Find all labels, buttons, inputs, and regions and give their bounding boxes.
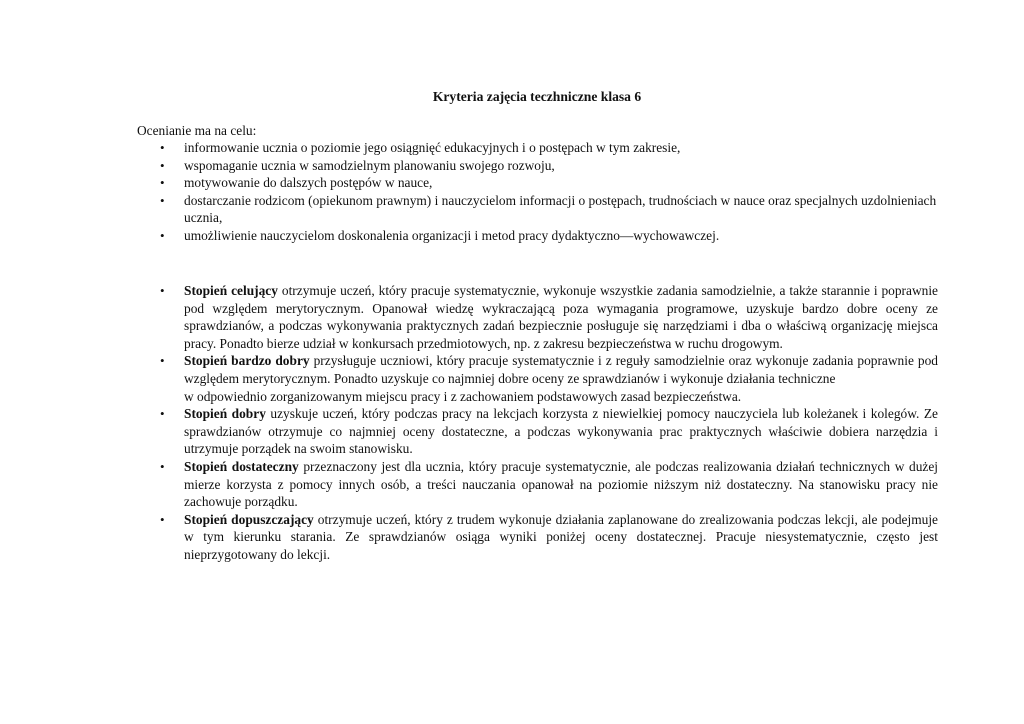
- bullet-icon: •: [160, 192, 165, 208]
- goal-item: [160, 227, 938, 245]
- grade-name: Stopień dobry: [184, 406, 266, 422]
- goal-item: [160, 139, 938, 157]
- grade-item-bardzo-dobry: [160, 352, 938, 405]
- intro-text: Ocenianie ma na celu:: [137, 123, 257, 138]
- goal-text: informowanie ucznia o poziomie jego osiągnięć edukacyjnych i o postępach w tym zakresie,: [184, 140, 681, 155]
- goals-list: [160, 139, 938, 245]
- document-title: Kryteria zajęcia teczhniczne klasa 6: [432, 89, 642, 104]
- grade-name: Stopień celujący: [184, 283, 278, 298]
- goal-item: [160, 174, 938, 192]
- grade-name: Stopień bardzo dobry: [184, 353, 310, 369]
- bullet-icon: •: [160, 175, 165, 191]
- grade-description: otrzymuje uczeń, który z trudem wykonuje działania zaplanowane do zrealizowania podczas lekcji, ale podejmuje w tym kierunku starania. Ze sprawdzianów osiąga wyniki poniżej oceny dostatecznej. Pracuje niesystematycznie, często jest nieprzygotowany do lekcji.: [184, 511, 938, 562]
- grade-description: otrzymuje uczeń, który pracuje systematycznie, wykonuje wszystkie zadania samodzielnie, a także starannie i poprawnie pod względem merytorycznym. Opanował wiedzę wykraczającą poza wymagania programowe, uzyskuje bardzo dobre oceny ze sprawdzianów, a podczas wykonywania praktycznych zadań bezpiecznie posługuje się narzędziami i dba o właściwą organizację miejsca pracy. Ponadto bierze udział w konkursach przedmiotowych, np. z zakresu bezpieczeństwa w ruchu drogowym.: [184, 283, 938, 351]
- grade-item-dobry: [160, 405, 938, 458]
- goal-item: [160, 157, 938, 175]
- grade-item-celujacy: [160, 282, 938, 352]
- bullet-icon: •: [160, 140, 165, 155]
- bullet-icon: •: [160, 157, 165, 173]
- grade-name: Stopień dostateczny: [184, 458, 299, 474]
- goal-text: umożliwienie nauczycielom doskonalenia organizacji i metod pracy dydaktyczno—wychowawczej.: [184, 227, 720, 243]
- grades-list: [160, 282, 938, 564]
- grade-item-dostateczny: [160, 458, 938, 511]
- bullet-icon: •: [160, 511, 165, 527]
- goal-text: wspomaganie ucznia w samodzielnym planowaniu swojego rozwoju,: [184, 157, 555, 173]
- grade-description: przysługuje uczniowi, który pracuje systematycznie i z reguły samodzielnie oraz wykonuje zadania poprawnie pod względem merytorycznym. Ponadto uzyskuje co najmniej dobre oceny ze sprawdzianów i wykonuje działania techniczne: [184, 353, 938, 386]
- goal-text: dostarczanie rodzicom (opiekunom prawnym) i nauczycielom informacji o postępach, trudnościach w nauce oraz specjalnych uzdolnieniach ucznia,: [184, 192, 937, 226]
- grade-description-continued: w odpowiednio zorganizowanym miejscu pracy i z zachowaniem podstawowych zasad bezpieczeństwa.: [184, 388, 742, 404]
- bullet-icon: •: [160, 406, 165, 422]
- grade-description: uzyskuje uczeń, który podczas pracy na lekcjach korzysta z niewielkiej pomocy nauczyciela lub koleżanek i kolegów. Ze sprawdzianów otrzymuje co najmniej oceny dostateczne, a podczas wykonywania prac praktycznych właściwie dobiera narzędzia i utrzymuje porządek na swoim stanowisku.: [184, 406, 938, 457]
- grade-name: Stopień dopuszczający: [184, 511, 314, 527]
- goal-text: motywowanie do dalszych postępów w nauce,: [184, 175, 433, 191]
- bullet-icon: •: [160, 458, 165, 474]
- bullet-icon: •: [160, 227, 165, 243]
- bullet-icon: •: [160, 283, 165, 298]
- grade-description: przeznaczony jest dla ucznia, który pracuje systematycznie, ale podczas realizowania działań technicznych w dużej mierze korzysta z pomocy innych osób, a treści nauczania opanował na poziomie niższym niż dostateczny. Na stanowisku pracy nie zachowuje porządku.: [184, 458, 938, 510]
- bullet-icon: •: [160, 353, 165, 369]
- grade-item-dopuszczajacy: [160, 511, 938, 564]
- goal-item: [160, 192, 938, 227]
